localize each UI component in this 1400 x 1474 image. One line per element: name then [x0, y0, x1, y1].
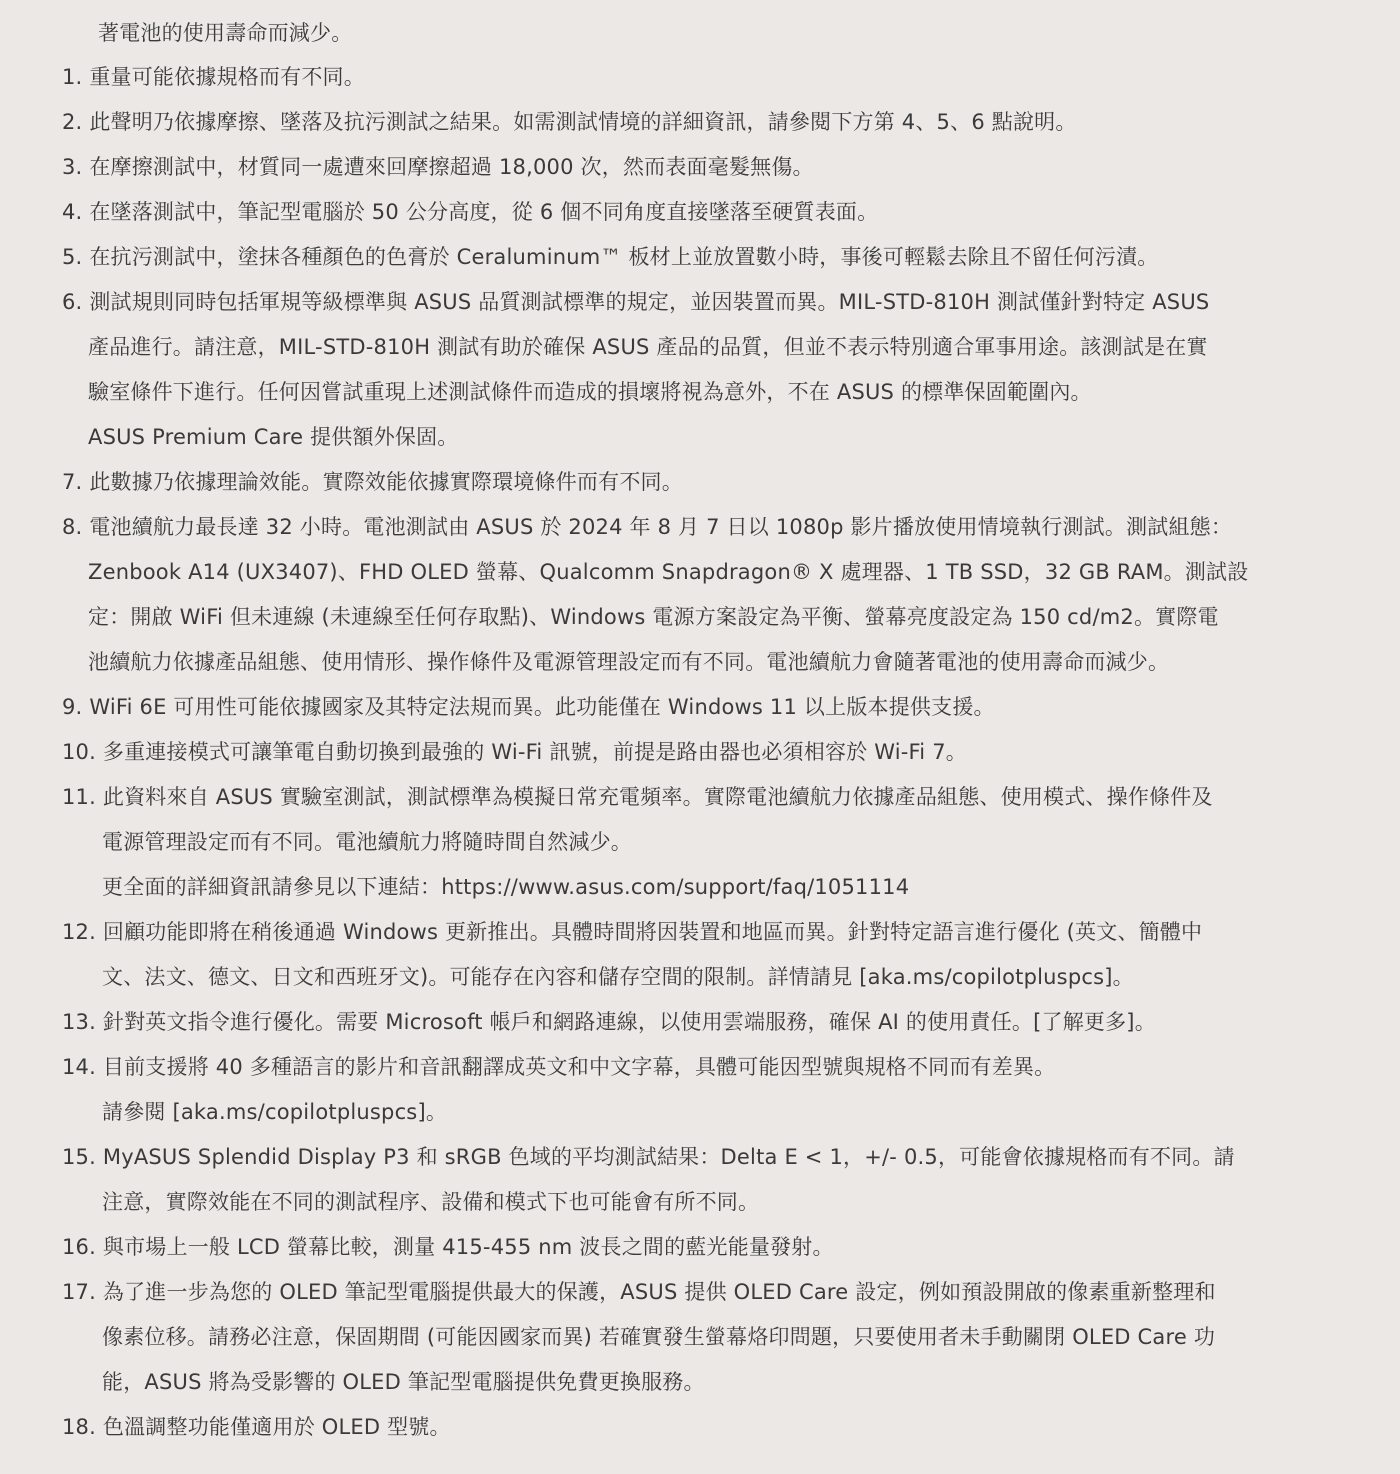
footnote-number: 9. [62, 695, 83, 719]
footnote-12-line-2: 文、法文、德文、日文和西班牙文)。可能存在內容和儲存空間的限制。詳情請見 [aka.ms/copilotpluspcs]。 [102, 965, 1134, 989]
footnote-text: 色溫調整功能僅適用於 OLED 型號。 [102, 1415, 451, 1439]
footnote-number: 2. [62, 110, 83, 134]
footnote-12 [62, 917, 1202, 947]
footnote-number: 5. [62, 245, 83, 269]
footnote-number: 1. [62, 65, 83, 89]
footnote-4 [62, 197, 878, 227]
footnote-2 [62, 107, 1077, 137]
footnote-14 [62, 1052, 1055, 1082]
footnote-8-line-2: Zenbook A14 (UX3407)、FHD OLED 螢幕、Qualcomm Snapdragon® X 處理器、1 TB SSD，32 GB RAM。測試設 [88, 560, 1249, 584]
footnote-14-line-2: 請參閱 [aka.ms/copilotpluspcs]。 [102, 1100, 448, 1124]
footnote-text: 針對英文指令進行優化。需要 Microsoft 帳戶和網路連線，以使用雲端服務，確保 AI 的使用責任。[了解更多]。 [102, 1010, 1156, 1034]
footnote-8 [62, 512, 1232, 542]
footnote-text: 為了進一步為您的 OLED 筆記型電腦提供最大的保護，ASUS 提供 OLED Care 設定，例如預設開啟的像素重新整理和 [102, 1280, 1216, 1304]
footnote-11-line-2: 電源管理設定而有不同。電池續航力將隨時間自然減少。 [102, 830, 632, 854]
footnote-6-line-2: 產品進行。請注意，MIL-STD-810H 測試有助於確保 ASUS 產品的品質，但並不表示特別適合軍事用途。該測試是在實 [88, 335, 1208, 359]
footnote-text: 重量可能依據規格而有不同。 [89, 65, 365, 89]
footnote-text: 此數據乃依據理論效能。實際效能依據實際環境條件而有不同。 [89, 470, 683, 494]
footnote-17 [62, 1277, 1216, 1307]
footnote-number: 13. [62, 1010, 96, 1034]
footnote-10 [62, 737, 967, 767]
footnote-11-link-line[interactable]: 更全面的詳細資訊請參見以下連結：https://www.asus.com/support/faq/1051114 [102, 875, 910, 899]
footnote-number: 14. [62, 1055, 96, 1079]
footnote-number: 15. [62, 1145, 96, 1169]
footnote-17-line-2: 像素位移。請務必注意，保固期間 (可能因國家而異) 若確實發生螢幕烙印問題，只要使用者未手動關閉 OLED Care 功 [102, 1325, 1216, 1349]
footnote-15-line-2: 注意，實際效能在不同的測試程序、設備和模式下也可能會有所不同。 [102, 1190, 760, 1214]
footnote-13 [62, 1007, 1156, 1037]
footnote-number: 6. [62, 290, 83, 314]
footnote-11 [62, 782, 1213, 812]
footnote-text: 測試規則同時包括軍規等級標準與 ASUS 品質測試標準的規定，並因裝置而異。MIL-STD-810H 測試僅針對特定 ASUS [89, 290, 1210, 314]
lead-in-text: 著電池的使用壽命而減少。 [98, 21, 353, 45]
footnote-8-line-3: 定：開啟 WiFi 但未連線 (未連線至任何存取點)、Windows 電源方案設定為平衡、螢幕亮度設定為 150 cd/m2。實際電 [88, 605, 1219, 629]
footnote-number: 3. [62, 155, 83, 179]
footnote-6-line-3: 驗室條件下進行。任何因嘗試重現上述測試條件而造成的損壞將視為意外，不在 ASUS 的標準保固範圍內。 [88, 380, 1092, 404]
footnote-6-line-4: ASUS Premium Care 提供額外保固。 [88, 425, 459, 449]
footnote-text: MyASUS Splendid Display P3 和 sRGB 色域的平均測試結果：Delta E < 1，+/- 0.5，可能會依據規格而有不同。請 [102, 1145, 1235, 1169]
footnote-1 [62, 62, 365, 92]
footnote-8-line-4: 池續航力依據產品組態、使用情形、操作條件及電源管理設定而有不同。電池續航力會隨著電池的使用壽命而減少。 [88, 650, 1170, 674]
footnote-9 [62, 692, 995, 722]
footnote-6 [62, 287, 1209, 317]
footnote-text: 在摩擦測試中，材質同一處遭來回摩擦超過 18,000 次，然而表面毫髮無傷。 [89, 155, 814, 179]
footnote-7 [62, 467, 683, 497]
footnote-text: 多重連接模式可讓筆電自動切換到最強的 Wi-Fi 訊號，前提是路由器也必須相容於 Wi-Fi 7。 [102, 740, 967, 764]
footnote-number: 16. [62, 1235, 96, 1259]
footnote-number: 10. [62, 740, 96, 764]
footnote-number: 12. [62, 920, 96, 944]
footnote-text: 目前支援將 40 多種語言的影片和音訊翻譯成英文和中文字幕，具體可能因型號與規格不同而有差異。 [102, 1055, 1056, 1079]
footnote-3 [62, 152, 814, 182]
footnote-18 [62, 1412, 451, 1442]
footnote-5 [62, 242, 1158, 272]
footnote-16 [62, 1232, 834, 1262]
footnote-number: 8. [62, 515, 83, 539]
footnote-text: 在抗污測試中，塗抹各種顏色的色膏於 Ceraluminum™ 板材上並放置數小時，事後可輕鬆去除且不留任何污漬。 [89, 245, 1159, 269]
footnote-number: 4. [62, 200, 83, 224]
footnote-text: 此聲明乃依據摩擦、墜落及抗污測試之結果。如需測試情境的詳細資訊，請參閱下方第 4、5、6 點說明。 [89, 110, 1077, 134]
footnote-number: 18. [62, 1415, 96, 1439]
footnote-number: 17. [62, 1280, 96, 1304]
footnote-text: 此資料來自 ASUS 實驗室測試，測試標準為模擬日常充電頻率。實際電池續航力依據產品組態、使用模式、操作條件及 [102, 785, 1213, 809]
footnote-text: WiFi 6E 可用性可能依據國家及其特定法規而異。此功能僅在 Windows 11 以上版本提供支援。 [89, 695, 995, 719]
footnote-text: 與市場上一般 LCD 螢幕比較，測量 415-455 nm 波長之間的藍光能量發射。 [102, 1235, 834, 1259]
footnote-number: 11. [62, 785, 96, 809]
footnote-text: 回顧功能即將在稍後通過 Windows 更新推出。具體時間將因裝置和地區而異。針對特定語言進行優化 (英文、簡體中 [102, 920, 1203, 944]
footnote-number: 7. [62, 470, 83, 494]
footnote-17-line-3: 能，ASUS 將為受影響的 OLED 筆記型電腦提供免費更換服務。 [102, 1370, 705, 1394]
footnote-15 [62, 1142, 1235, 1172]
footnote-text: 在墜落測試中，筆記型電腦於 50 公分高度，從 6 個不同角度直接墜落至硬質表面。 [89, 200, 879, 224]
footnote-text: 電池續航力最長達 32 小時。電池測試由 ASUS 於 2024 年 8 月 7 日以 1080p 影片播放使用情境執行測試。測試組態： [89, 515, 1233, 539]
